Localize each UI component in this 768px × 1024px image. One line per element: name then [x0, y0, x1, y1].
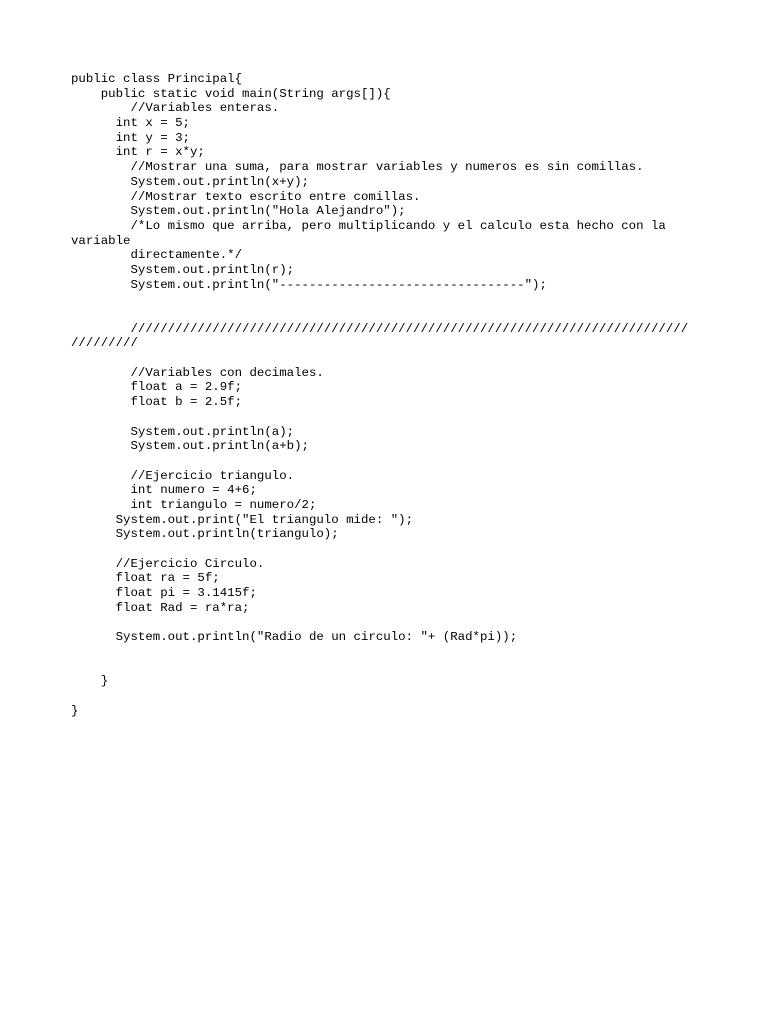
code-line: } [71, 703, 79, 718]
code-line: int triangulo = numero/2; [71, 497, 317, 512]
code-line: int x = 5; [71, 116, 190, 131]
code-line: int numero = 4+6; [71, 483, 257, 498]
code-line: int y = 3; [71, 130, 190, 145]
code-line: int r = x*y; [71, 145, 205, 160]
code-line: //Variables enteras. [71, 101, 280, 116]
code-line: float ra = 5f; [71, 571, 220, 586]
code-line [71, 292, 711, 307]
code-line: float pi = 3.1415f; [71, 586, 257, 601]
code-line: float b = 2.5f; [71, 395, 243, 410]
code-line [71, 645, 711, 660]
code-line: ///////// [71, 336, 138, 351]
code-line: //Ejercicio Circulo. [71, 556, 265, 571]
code-listing [71, 72, 711, 718]
code-line: System.out.println(triangulo); [71, 527, 339, 542]
code-line: System.out.println("Radio de un circulo: "+ (Rad*pi)); [71, 630, 518, 645]
code-line [71, 351, 711, 366]
code-line: //Variables con decimales. [71, 365, 324, 380]
code-line [71, 307, 711, 322]
code-line: /*Lo mismo que arriba, pero multiplicando y el calculo esta hecho con la [71, 218, 666, 233]
code-line: public class Principal{ [71, 72, 243, 86]
code-line [71, 542, 711, 557]
code-line: System.out.print("El triangulo mide: "); [71, 512, 414, 527]
code-line: System.out.println("Hola Alejandro"); [71, 204, 406, 219]
code-line: public static void main(String args[]){ [71, 86, 391, 101]
code-line: System.out.println("---------------------------------"); [71, 277, 547, 292]
code-line: System.out.println(r); [71, 262, 295, 277]
code-line: System.out.println(x+y); [71, 174, 309, 189]
code-line [71, 410, 711, 425]
code-line: System.out.println(a); [71, 424, 295, 439]
code-line: float Rad = ra*ra; [71, 600, 250, 615]
code-line: //Ejercicio triangulo. [71, 468, 295, 483]
code-line: //Mostrar una suma, para mostrar variables y numeros es sin comillas. [71, 160, 644, 175]
code-line: //Mostrar texto escrito entre comillas. [71, 189, 421, 204]
code-line [71, 615, 711, 630]
code-line: float a = 2.9f; [71, 380, 243, 395]
code-line [71, 660, 711, 675]
code-line: System.out.println(a+b); [71, 439, 309, 454]
code-line: } [71, 674, 109, 689]
code-line: /////////////////////////////////////////////////////////////////////////// [71, 321, 689, 336]
code-line [71, 689, 711, 704]
code-line [71, 454, 711, 469]
code-line: variable [71, 233, 131, 248]
code-line: directamente.*/ [71, 248, 243, 263]
